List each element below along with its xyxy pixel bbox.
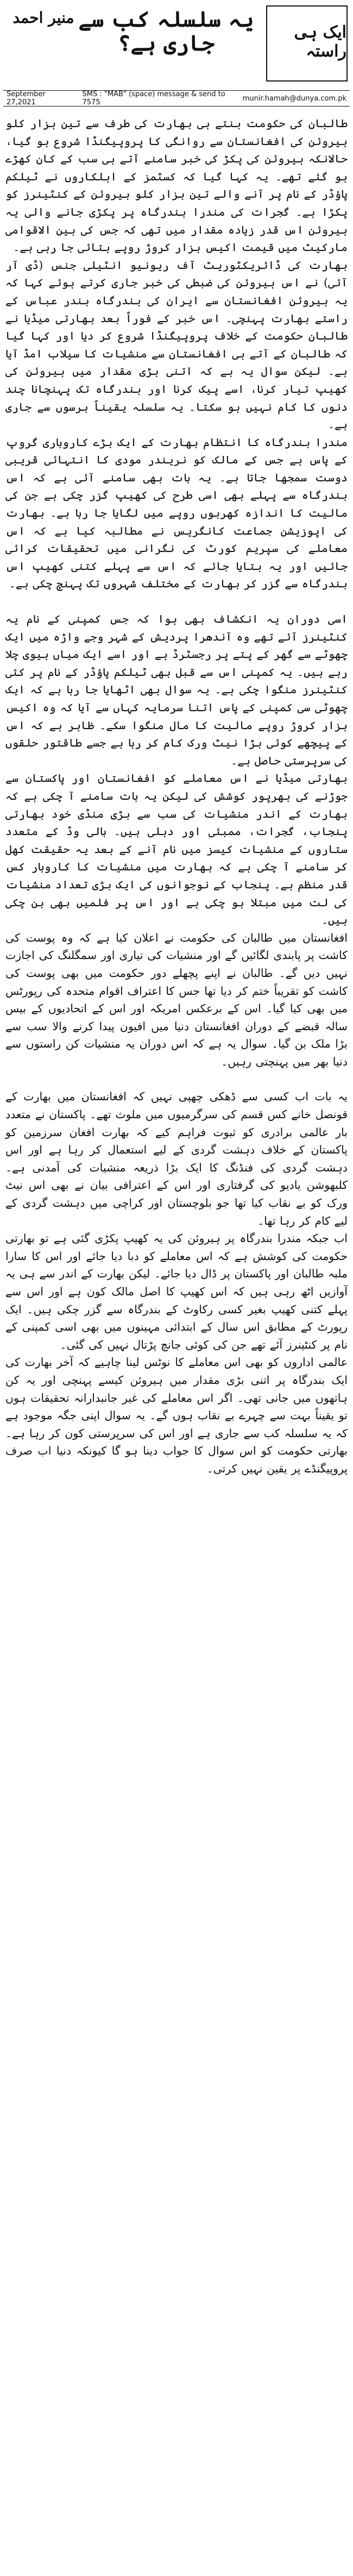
column-name: ایک ہی راستہ [294,23,346,61]
article-headline: یہ سلسلہ کب سے جاری ہے؟ [78,7,254,56]
sms-info: SMS : "MAB" (space) message & send to 7575 [82,90,225,106]
article-paragraph-9: عالمی اداروں کو بھی اس معاملے کا نوٹس لینا چاہیے کہ آخر بھارت کی ایک بندرگاہ پر اتنی بڑی مقدار میں ہیروئن کیسے پہنچی اور یہ کن ہاتھوں میں جانی تھی۔ اگر اس معاملے کی غیر جانبدارانہ تحقیقات ہوں تو یقیناً بہت سے چہرے بے نقاب ہوں گے۔ یہ سوال اپنی جگہ موجود ہے کہ یہ سلسلہ کب سے جاری ہے اور اس کی سرپرستی کون کر رہا ہے۔ بھارتی حکومت کو اس سوال کا جواب دینا ہو گا کیونکہ دنیا اب صرف پروپیگنڈے پر یقین نہیں کرتی۔ [5,1356,348,1475]
column-meta-line [3,90,350,106]
article-paragraph-4: اسی دوران یہ انکشاف بھی ہوا کہ جس کمپنی کے نام یہ کنٹینرز آئے تھے وہ آندھرا پردیش کے شہر وجے واڑہ میں ایک چھوٹے سے گھر کے پتے پر رجسٹرڈ ہے اور اسے ایک میاں بیوی چلا رہے ہیں۔ یہ کمپنی اس سے قبل بھی ٹیلکم پاؤڈر کے نام پر کئی کنٹینرز منگوا چکی ہے۔ یہ سوال بھی اٹھایا جا رہا ہے کہ ایک چھوٹی سی کمپنی کے پاس اتنا سرمایہ کہاں سے آیا کہ وہ اکیس ہزار کروڑ روپے مالیت کا مال منگوا سکے۔ ظاہر ہے کہ اس کے پیچھے کوئی بڑا نیٹ ورک کام کر رہا ہے جسے طاقتور حلقوں کی سرپرستی حاصل ہے۔ [5,612,348,767]
paragraph-gap [5,593,348,610]
article-paragraph-3: مندرا بندرگاہ کا انتظام بھارت کے ایک بڑے کاروباری گروپ کے پاس ہے جس کے مالک کو نریندر مودی کا انتہائی قریبی دوست سمجھا جاتا ہے۔ یہ بات بھی سامنے آئی ہے کہ اس بندرگاہ سے پہلے بھی اسی طرح کی کھیپ گزر چکی ہے جن کی مالیت کا اندازہ کھربوں روپے میں لگایا جا رہا ہے۔ بھارت کی اپوزیشن جماعت کانگریس نے مطالبہ کیا ہے کہ اس معاملے کی سپریم کورٹ کی نگرانی میں تحقیقات کرائی جائیں اور یہ بتایا جائے کہ اس سے پہلے کتنی کھیپ اس بندرگاہ سے گزر کر بھارت کے مختلف شہروں تک پہنچ چکی ہے۔ [5,435,348,591]
author-email: munir.hamah@dunya.com.pk [242,94,346,103]
column-logo-box [266,5,348,82]
publish-date: September 27,2021 [7,90,46,106]
article-body [3,115,350,1478]
article-paragraph-2: بھارت کی ڈائریکٹوریٹ آف ریونیو انٹیلی جنس (ڈی آر آئی) نے اس ہیروئن کی ضبطی کی خبر جاری کرتے ہوئے کہا کہ یہ ہیروئن افغانستان سے ایران کی بندرگاہ بندر عباس کے راستے بھارت پہنچی۔ اس خبر کے فوراً بعد بھارتی میڈیا نے طالبان حکومت کے خلاف پروپیگنڈا شروع کر دیا اور کہا گیا کہ طالبان کے آتے ہی افغانستان سے منشیات کا سیلاب امڈ آیا ہے۔ لیکن سوال یہ ہے کہ اتنی بڑی مقدار میں ہیروئن کی کھیپ تیار کرنا، اسے پیک کرنا اور بندرگاہ تک پہنچانا چند دنوں کا کام نہیں ہو سکتا۔ یہ سلسلہ یقیناً برسوں سے جاری ہے۔ [5,258,348,431]
column-masthead [3,3,350,115]
article-paragraph-8: اب جبکہ مندرا بندرگاہ پر ہیروئن کی یہ کھیپ پکڑی گئی ہے تو بھارتی حکومت کی کوشش ہے کہ اس معاملے کو دبا دیا جائے اور اس کا سارا ملبہ طالبان اور پاکستان پر ڈال دیا جائے۔ لیکن بھارت کے اندر سے ہی یہ آوازیں اٹھ رہی ہیں کہ اس کھیپ کا اصل مالک کون ہے اور اس سے پہلے کتنی کھیپ بغیر کسی رکاوٹ کے بندرگاہ سے گزر چکی ہیں۔ ایک رپورٹ کے مطابق اس سال کے ابتدائی مہینوں میں بھی اسی کمپنی کے نام پر کنٹینرز آئے تھے جن کی کوئی جانچ پڑتال نہیں کی گئی۔ [5,1232,348,1351]
article-paragraph-7: یہ بات اب کسی سے ڈھکی چھپی نہیں کہ افغانستان میں بھارت کے قونصل خانے کس قسم کی سرگرمیوں میں ملوث تھے۔ پاکستان نے متعدد بار عالمی برادری کو ثبوت فراہم کیے کہ بھارت افغان سرزمین کو پاکستان کے خلاف دہشت گردی کے لیے استعمال کر رہا ہے اور اس دہشت گردی کی فنڈنگ کا ایک بڑا ذریعہ منشیات کی آمدنی ہے۔ کلبھوشن یادیو کی گرفتاری اور اس کے اعترافی بیان نے بھی اس نیٹ ورک کو بے نقاب کیا تھا جو بلوچستان اور کراچی میں دہشت گردی کے لیے کام کر رہا تھا۔ [5,1090,348,1227]
paragraph-gap [5,1070,348,1088]
article-paragraph-1: طالبان کی حکومت بنتے ہی بھارت کی طرف سے تین ہزار کلو ہیروئن کی افغانستان سے روانگی کا پروپیگنڈا شروع ہو گیا، حالانکہ ہیروئن کی پکڑ کی خبر سامنے آتے ہی سب کے کان کھڑے ہو گئے تھے۔ یہ کہا گیا کہ کسٹمز کے اہلکاروں نے ٹیلکم پاؤڈر کے نام پر آنے والے تین ہزار کلو ہیروئن کے کنٹینرز کو پکڑا ہے۔ گجرات کی مندرا بندرگاہ پر پکڑی جانے والی یہ ہیروئن اس قدر زیادہ مقدار میں تھی کہ جس کی بین الاقوامی مارکیٹ میں قیمت اکیس ہزار کروڑ روپے بتائی جا رہی ہے۔ [5,117,348,254]
article-paragraph-6: افغانستان میں طالبان کی حکومت نے اعلان کیا ہے کہ وہ پوست کی کاشت پر پابندی لگائیں گے اور منشیات کی تیاری اور سمگلنگ کی اجازت نہیں دیں گے۔ طالبان نے اپنے پچھلے دور حکومت میں بھی پوست کی کاشت کو تقریباً ختم کر دیا تھا جس کا اعتراف اقوام متحدہ کی رپورٹس میں بھی کیا گیا۔ اس کے برعکس امریکہ اور اس کے اتحادیوں کے بیس سالہ قبضے کے دوران افغانستان دنیا میں افیون پیدا کرنے والا سب سے بڑا ملک بن گیا۔ سوال یہ ہے کہ اس دوران یہ منشیات کن راستوں سے دنیا بھر میں پہنچتی رہیں۔ [5,931,348,1068]
article-paragraph-5: بھارتی میڈیا نے اس معاملے کو افغانستان اور پاکستان سے جوڑنے کی بھرپور کوشش کی لیکن یہ بات سامنے آ چکی ہے کہ بھارت کے اندر منشیات کی سب سے بڑی منڈی خود بھارتی پنجاب، گجرات، ممبئی اور دہلی ہیں۔ بالی وڈ کے متعدد ستاروں کے منشیات کیسز میں نام آنے کے بعد یہ حقیقت کھل کر سامنے آ چکی ہے کہ بھارت میں منشیات کا کاروبار کس قدر منظم ہے۔ پنجاب کے نوجوانوں کی ایک بڑی تعداد منشیات کی لت میں مبتلا ہو چکی ہے اور اس پر فلمیں بھی بن چکی ہیں۔ [5,772,348,927]
author-name: منیر احمد [12,9,74,27]
